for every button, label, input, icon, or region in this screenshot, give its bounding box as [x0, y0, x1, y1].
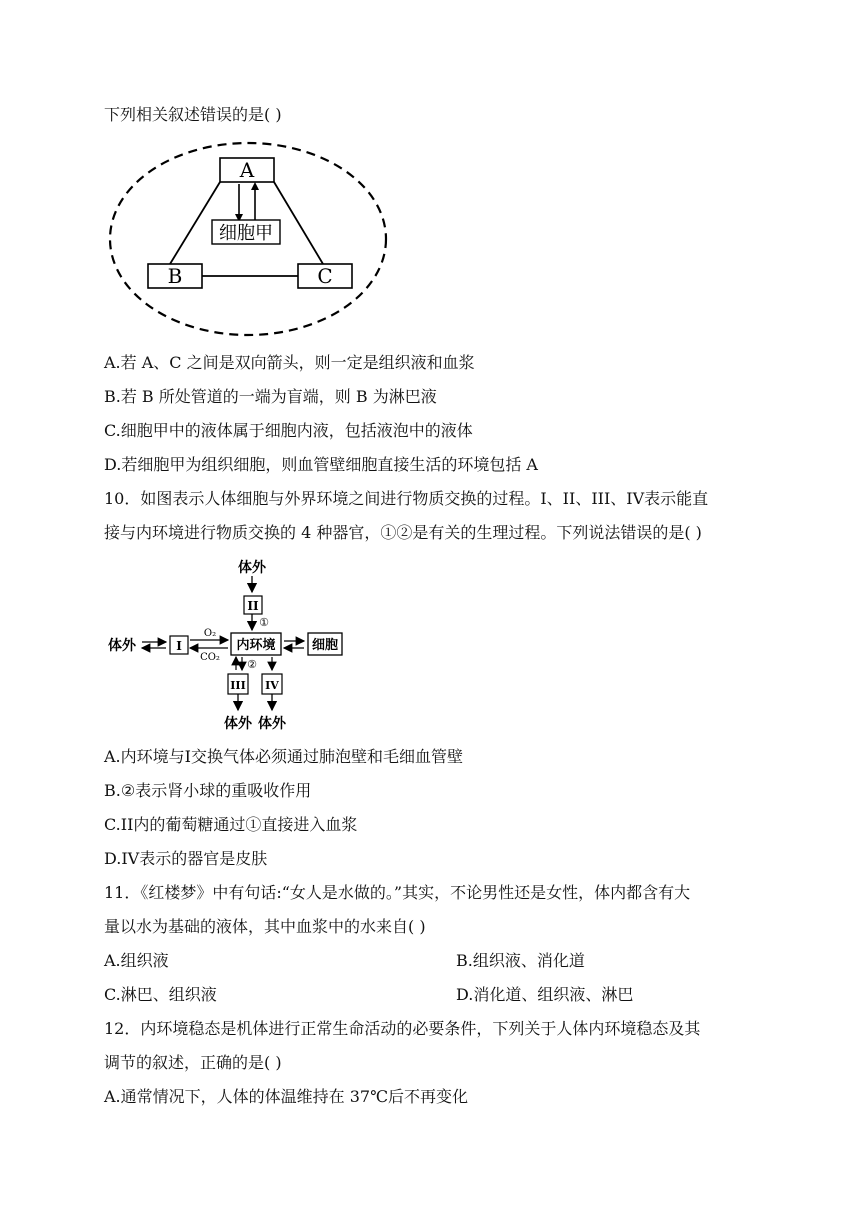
q12-option-a: A.通常情况下，人体的体温维持在 37℃后不再变化	[104, 1087, 468, 1106]
q11-stem-line2: 量以水为基础的液体，其中血浆中的水来自( )	[104, 917, 426, 936]
q9-option-b: B.若 B 所处管道的一端为盲端，则 B 为淋巴液	[104, 387, 437, 406]
q10-diagram	[104, 556, 354, 736]
line-a-c	[274, 182, 323, 264]
q10-option-c: C.II内的葡萄糖通过①直接进入血浆	[104, 815, 358, 834]
q10-stem-line1: 10．如图表示人体细胞与外界环境之间进行物质交换的过程。I、II、III、IV表示能直	[104, 489, 709, 508]
q9-diagram	[108, 140, 390, 338]
q10-option-b: B.②表示肾小球的重吸收作用	[104, 781, 312, 800]
q11-option-d: D.消化道、组织液、淋巴	[456, 985, 634, 1004]
q11-option-c: C.淋巴、组织液	[104, 985, 217, 1004]
q9-option-d: D.若细胞甲为组织细胞，则血管壁细胞直接生活的环境包括 A	[104, 455, 538, 474]
label-cell: 细胞甲	[219, 223, 273, 244]
label-outside-top: 体外	[238, 560, 266, 576]
q9-option-c: C.细胞甲中的液体属于细胞内液，包括液泡中的液体	[104, 421, 473, 440]
q12-stem-line1: 12．内环境稳态是机体进行正常生命活动的必要条件，下列关于人体内环境稳态及其	[104, 1019, 701, 1038]
label-process-2: ②	[247, 658, 257, 671]
label-outside-left: 体外	[108, 638, 136, 654]
q12-stem-line2: 调节的叙述，正确的是( )	[104, 1053, 282, 1072]
q9-stem: 下列相关叙述错误的是( )	[104, 105, 282, 124]
label-organ-4: IV	[265, 679, 279, 692]
arrow-up	[251, 182, 259, 190]
q9-option-a: A.若 A、C 之间是双向箭头，则一定是组织液和血浆	[104, 353, 475, 372]
label-co2: CO₂	[200, 652, 220, 663]
q11-option-b: B.组织液、消化道	[456, 951, 585, 970]
label-o2: O₂	[203, 628, 217, 639]
label-outside-bottom-1: 体外	[224, 716, 252, 732]
label-organ-1: I	[176, 639, 182, 653]
q10-option-a: A.内环境与I交换气体必须通过肺泡壁和毛细血管壁	[104, 747, 463, 766]
q11-stem-line1: 11．《红楼梦》中有句话:“女人是水做的。”其实，不论男性还是女性，体内都含有大	[104, 883, 691, 902]
label-b: B	[167, 264, 183, 288]
label-outside-bottom-2: 体外	[258, 716, 286, 732]
label-organ-2: II	[247, 599, 259, 613]
label-a: A	[239, 158, 255, 182]
label-environment: 内环境	[236, 638, 276, 653]
q10-option-d: D.IV表示的器官是皮肤	[104, 849, 268, 868]
label-organ-3: III	[230, 679, 246, 692]
q11-option-a: A.组织液	[104, 951, 169, 970]
label-cell: 细胞	[311, 638, 339, 653]
label-process-1: ①	[259, 616, 269, 629]
label-c: C	[317, 264, 333, 288]
q10-stem-line2: 接与内环境进行物质交换的 4 种器官，①②是有关的生理过程。下列说法错误的是( )	[104, 523, 702, 542]
